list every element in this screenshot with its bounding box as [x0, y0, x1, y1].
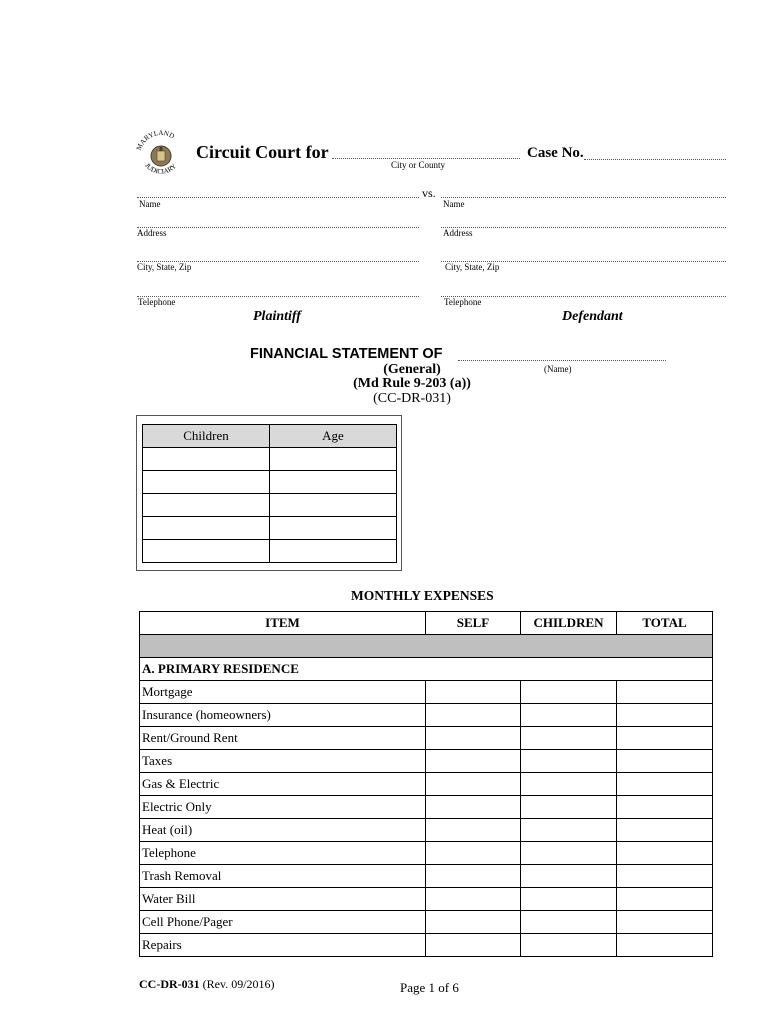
children-row: [143, 540, 397, 563]
expense-self-cell[interactable]: [426, 750, 521, 773]
statement-name-line[interactable]: [458, 359, 666, 361]
expense-item-label: Repairs: [140, 934, 426, 957]
table-row: [140, 681, 713, 704]
expense-children-cell[interactable]: [521, 773, 617, 796]
statement-subtitle: (General): [383, 362, 441, 377]
defendant-telephone-line[interactable]: [441, 295, 726, 297]
expenses-table: [139, 611, 713, 957]
table-row: [140, 842, 713, 865]
expense-total-cell[interactable]: [617, 681, 713, 704]
expense-children-cell[interactable]: [521, 704, 617, 727]
children-row: [143, 448, 397, 471]
expense-self-cell[interactable]: [426, 911, 521, 934]
expense-item-label: Telephone: [140, 842, 426, 865]
table-row: [140, 819, 713, 842]
footer-form-code: CC-DR-031: [139, 977, 200, 991]
financial-statement-title: FINANCIAL STATEMENT OF: [250, 346, 443, 362]
item-header: ITEM: [140, 612, 426, 635]
child-age-cell[interactable]: [270, 517, 397, 540]
expense-total-cell[interactable]: [617, 842, 713, 865]
city-county-label: City or County: [391, 160, 446, 170]
defendant-name-label: Name: [443, 199, 465, 209]
plaintiff-role: Plaintiff: [253, 309, 301, 324]
expense-self-cell[interactable]: [426, 842, 521, 865]
expense-children-cell[interactable]: [521, 934, 617, 957]
expense-total-cell[interactable]: [617, 911, 713, 934]
vs-label: vs.: [422, 186, 436, 200]
table-row: [140, 796, 713, 819]
expense-self-cell[interactable]: [426, 796, 521, 819]
expense-total-cell[interactable]: [617, 773, 713, 796]
footer-revision: (Rev. 09/2016): [202, 977, 275, 991]
statement-rule: (Md Rule 9-203 (a)): [353, 376, 471, 391]
case-no-label: Case No.: [527, 145, 584, 161]
children-row: [143, 471, 397, 494]
gray-separator-row: [140, 635, 713, 658]
children-table: [142, 424, 397, 563]
plaintiff-telephone-label: Telephone: [138, 297, 176, 307]
expense-self-cell[interactable]: [426, 865, 521, 888]
plaintiff-telephone-line[interactable]: [137, 295, 419, 297]
children-row: [143, 494, 397, 517]
plaintiff-address-line[interactable]: [137, 226, 419, 228]
expense-self-cell[interactable]: [426, 681, 521, 704]
expense-children-cell[interactable]: [521, 842, 617, 865]
defendant-city-label: City, State, Zip: [445, 262, 500, 272]
expense-self-cell[interactable]: [426, 934, 521, 957]
seal-text-top: MARYLAND: [134, 128, 176, 152]
child-name-cell[interactable]: [143, 540, 270, 563]
expense-self-cell[interactable]: [426, 888, 521, 911]
expense-children-cell[interactable]: [521, 727, 617, 750]
defendant-role: Defendant: [562, 309, 623, 324]
expense-total-cell[interactable]: [617, 750, 713, 773]
children-expense-header: CHILDREN: [521, 612, 617, 635]
defendant-telephone-label: Telephone: [444, 297, 482, 307]
children-row: [143, 517, 397, 540]
expense-self-cell[interactable]: [426, 727, 521, 750]
expense-children-cell[interactable]: [521, 796, 617, 819]
table-row: [140, 704, 713, 727]
case-no-line[interactable]: [584, 158, 726, 160]
expense-item-label: Gas & Electric: [140, 773, 426, 796]
footer-form-id: [139, 977, 275, 992]
table-row: [140, 888, 713, 911]
expense-children-cell[interactable]: [521, 681, 617, 704]
expense-item-label: Trash Removal: [140, 865, 426, 888]
maryland-judiciary-seal: [132, 126, 190, 184]
expense-item-label: Taxes: [140, 750, 426, 773]
city-county-line[interactable]: [332, 157, 520, 159]
expense-self-cell[interactable]: [426, 819, 521, 842]
expense-total-cell[interactable]: [617, 819, 713, 842]
child-name-cell[interactable]: [143, 494, 270, 517]
plaintiff-name-label: Name: [139, 199, 161, 209]
expense-total-cell[interactable]: [617, 865, 713, 888]
expense-item-label: Cell Phone/Pager: [140, 911, 426, 934]
child-name-cell[interactable]: [143, 517, 270, 540]
statement-name-label: (Name): [544, 364, 572, 374]
table-row: [140, 750, 713, 773]
expense-total-cell[interactable]: [617, 796, 713, 819]
category-row: [140, 658, 713, 681]
category-label: A. PRIMARY RESIDENCE: [140, 658, 713, 681]
self-header: SELF: [426, 612, 521, 635]
total-header: TOTAL: [617, 612, 713, 635]
expense-children-cell[interactable]: [521, 888, 617, 911]
expense-children-cell[interactable]: [521, 819, 617, 842]
table-row: [140, 865, 713, 888]
expense-total-cell[interactable]: [617, 727, 713, 750]
expense-item-label: Rent/Ground Rent: [140, 727, 426, 750]
child-age-cell[interactable]: [270, 471, 397, 494]
defendant-address-line[interactable]: [441, 226, 726, 228]
plaintiff-city-label: City, State, Zip: [137, 262, 192, 272]
expense-children-cell[interactable]: [521, 911, 617, 934]
expense-total-cell[interactable]: [617, 888, 713, 911]
monthly-expenses-title: MONTHLY EXPENSES: [351, 588, 494, 603]
seal-text-bottom: JUDICIARY: [143, 161, 179, 176]
expense-item-label: Water Bill: [140, 888, 426, 911]
child-age-cell[interactable]: [270, 448, 397, 471]
table-row: [140, 911, 713, 934]
court-title: Circuit Court for: [196, 142, 329, 162]
page-number: Page 1 of 6: [400, 980, 459, 995]
expense-children-cell[interactable]: [521, 750, 617, 773]
child-name-cell[interactable]: [143, 448, 270, 471]
child-age-cell[interactable]: [270, 494, 397, 517]
expense-self-cell[interactable]: [426, 773, 521, 796]
expense-item-label: Heat (oil): [140, 819, 426, 842]
statement-form-code: (CC-DR-031): [373, 391, 451, 406]
age-header: Age: [270, 425, 397, 448]
child-name-cell[interactable]: [143, 471, 270, 494]
plaintiff-name-line[interactable]: [137, 196, 419, 198]
expense-item-label: Mortgage: [140, 681, 426, 704]
expense-self-cell[interactable]: [426, 704, 521, 727]
table-row: [140, 934, 713, 957]
expense-item-label: Insurance (homeowners): [140, 704, 426, 727]
expense-item-label: Electric Only: [140, 796, 426, 819]
expense-total-cell[interactable]: [617, 934, 713, 957]
table-row: [140, 727, 713, 750]
child-age-cell[interactable]: [270, 540, 397, 563]
table-row: [140, 773, 713, 796]
expense-total-cell[interactable]: [617, 704, 713, 727]
defendant-address-label: Address: [443, 228, 473, 238]
plaintiff-address-label: Address: [137, 228, 167, 238]
children-header: Children: [143, 425, 270, 448]
children-box: [136, 415, 402, 571]
defendant-name-line[interactable]: [441, 196, 726, 198]
expense-children-cell[interactable]: [521, 865, 617, 888]
